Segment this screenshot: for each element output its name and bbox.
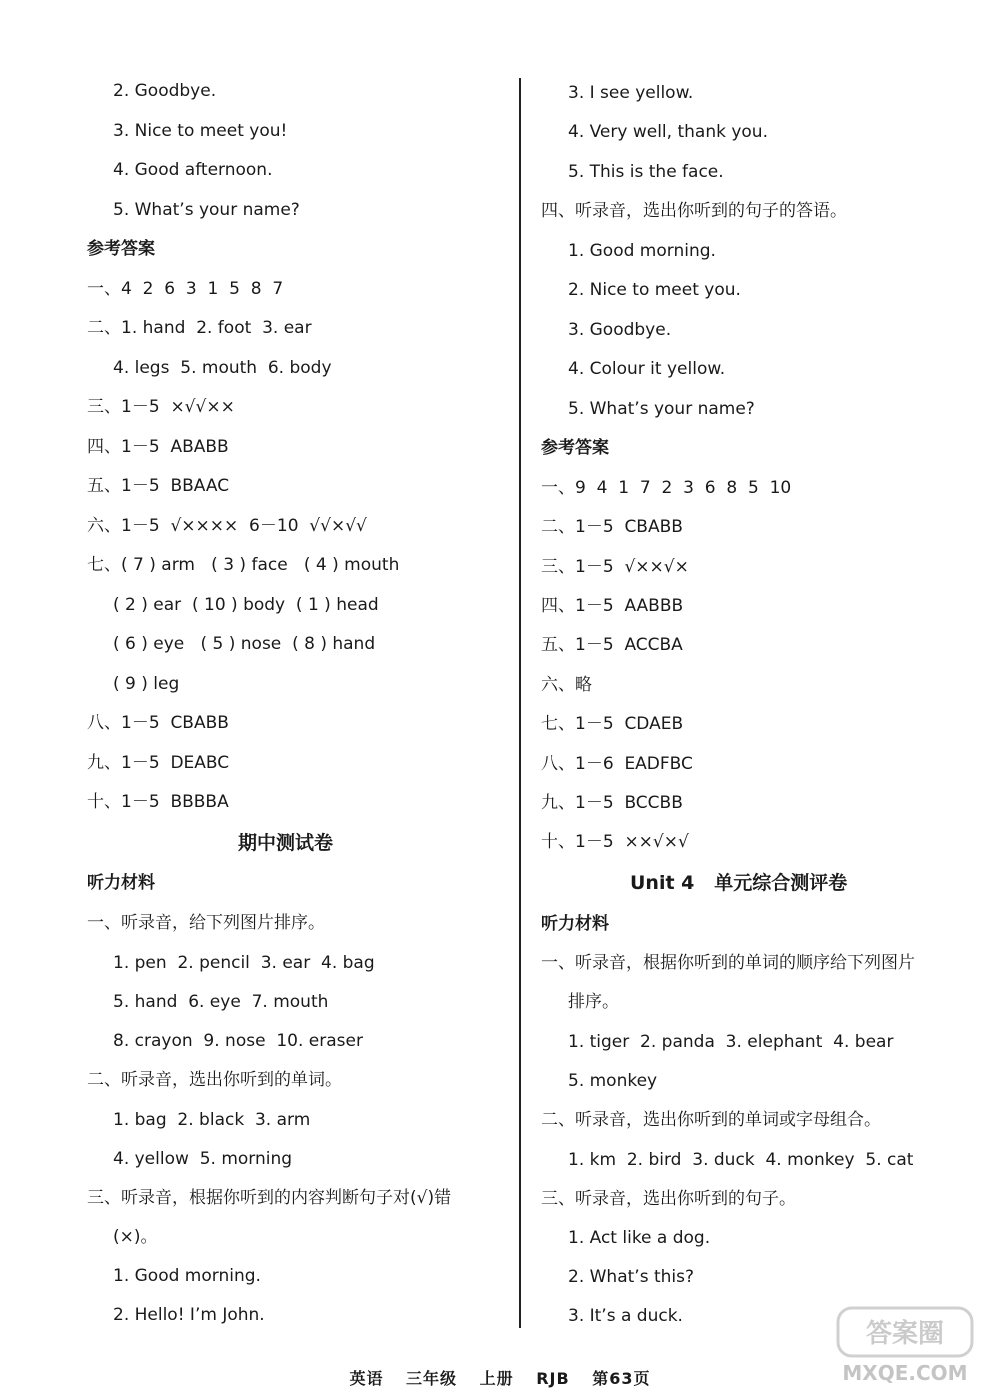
- column-divider: [519, 78, 521, 1328]
- text-line: 1. km 2. bird 3. duck 4. monkey 5. cat: [568, 1150, 914, 1170]
- text-line: 十、1－5 ××√×√: [541, 832, 689, 852]
- footer-grade: 三年级: [406, 1369, 458, 1388]
- text-line: 2. Goodbye.: [113, 81, 217, 101]
- text-line: 1. bag 2. black 3. arm: [113, 1110, 311, 1130]
- question-heading: 一、听录音，给下列图片排序。: [87, 913, 325, 933]
- watermark-logo-text: 答案圈: [865, 1319, 945, 1349]
- text-line: 七、( 7 ) arm ( 3 ) face ( 4 ) mouth: [87, 555, 400, 575]
- question-heading: 二、听录音，选出你听到的单词。: [87, 1070, 342, 1090]
- watermark-text: MXQE.COM: [842, 1361, 968, 1385]
- text-line: 4. yellow 5. morning: [113, 1149, 293, 1169]
- answer-key-heading: 参考答案: [541, 438, 609, 458]
- text-line: 五、1－5 BBAAC: [87, 476, 230, 496]
- text-line: 二、1－5 CBABB: [541, 517, 683, 537]
- text-line: 2. Hello! I’m John.: [113, 1305, 265, 1325]
- text-line: 4. legs 5. mouth 6. body: [113, 358, 332, 378]
- text-line: 3. Goodbye.: [568, 320, 672, 340]
- text-line: 六、略: [541, 675, 592, 695]
- footer-subject: 英语: [349, 1369, 384, 1388]
- text-line: 二、1. hand 2. foot 3. ear: [87, 318, 312, 338]
- text-line: 三、1－5 ×√√××: [87, 397, 235, 417]
- question-heading: 一、听录音，根据你听到的单词的顺序给下列图片: [541, 953, 915, 973]
- text-line: 4. Colour it yellow.: [568, 359, 726, 379]
- listening-material-heading: 听力材料: [87, 873, 155, 893]
- text-line: 5. What’s your name?: [568, 399, 755, 419]
- section-title: 期中测试卷: [238, 832, 334, 854]
- text-line: 5. monkey: [568, 1071, 658, 1091]
- text-line: 3. I see yellow.: [568, 83, 694, 103]
- text-line: 8. crayon 9. nose 10. eraser: [113, 1031, 363, 1051]
- text-line: 4. Very well, thank you.: [568, 122, 768, 142]
- text-line: 一、9 4 1 7 2 3 6 8 5 10: [541, 478, 792, 498]
- text-line: 八、1－6 EADFBC: [541, 754, 693, 774]
- text-line: 一、4 2 6 3 1 5 8 7: [87, 279, 284, 299]
- footer-volume: 上册: [479, 1369, 514, 1388]
- text-line: 5. hand 6. eye 7. mouth: [113, 992, 329, 1012]
- text-line: 七、1－5 CDAEB: [541, 714, 684, 734]
- footer-edition: RJB: [536, 1369, 570, 1388]
- watermark-logo: [830, 1298, 980, 1390]
- text-line: 六、1－5 √×××× 6－10 √√×√√: [87, 516, 367, 536]
- question-heading: 二、听录音，选出你听到的单词或字母组合。: [541, 1110, 881, 1130]
- text-line: 八、1－5 CBABB: [87, 713, 229, 733]
- text-line: 2. What’s this?: [568, 1267, 694, 1287]
- text-line: 3. Nice to meet you!: [113, 121, 288, 141]
- text-line: 5. What’s your name?: [113, 200, 300, 220]
- text-line: 四、1－5 ABABB: [87, 437, 229, 457]
- question-heading: 三、听录音，根据你听到的内容判断句子对(√)错: [87, 1188, 452, 1208]
- question-heading: 三、听录音，选出你听到的句子。: [541, 1189, 796, 1209]
- footer-page-number: 第63页: [592, 1369, 651, 1388]
- text-line: 四、1－5 AABBB: [541, 596, 684, 616]
- text-line: ( 2 ) ear ( 10 ) body ( 1 ) head: [113, 595, 379, 615]
- text-line: 十、1－5 BBBBA: [87, 792, 229, 812]
- text-line: 1. Good morning.: [568, 241, 716, 261]
- text-line: (×)。: [113, 1227, 158, 1247]
- text-line: ( 9 ) leg: [113, 674, 180, 694]
- text-line: 1. tiger 2. panda 3. elephant 4. bear: [568, 1032, 894, 1052]
- text-line: 九、1－5 DEABC: [87, 753, 230, 773]
- text-line: 2. Nice to meet you.: [568, 280, 741, 300]
- text-line: 九、1－5 BCCBB: [541, 793, 683, 813]
- section-title: Unit 4 单元综合测评卷: [630, 872, 848, 894]
- text-line: 1. Good morning.: [113, 1266, 261, 1286]
- text-line: 5. This is the face.: [568, 162, 724, 182]
- question-heading: 四、听录音，选出你听到的句子的答语。: [541, 201, 847, 221]
- text-line: 五、1－5 ACCBA: [541, 635, 683, 655]
- listening-material-heading: 听力材料: [541, 914, 609, 934]
- text-line: 4. Good afternoon.: [113, 160, 273, 180]
- text-line: 1. pen 2. pencil 3. ear 4. bag: [113, 953, 375, 973]
- text-line: 1. Act like a dog.: [568, 1228, 711, 1248]
- answer-key-heading: 参考答案: [87, 239, 155, 259]
- text-line: 排序。: [568, 992, 619, 1012]
- text-line: 3. It’s a duck.: [568, 1306, 683, 1326]
- text-line: 三、1－5 √××√×: [541, 557, 689, 577]
- text-line: ( 6 ) eye ( 5 ) nose ( 8 ) hand: [113, 634, 376, 654]
